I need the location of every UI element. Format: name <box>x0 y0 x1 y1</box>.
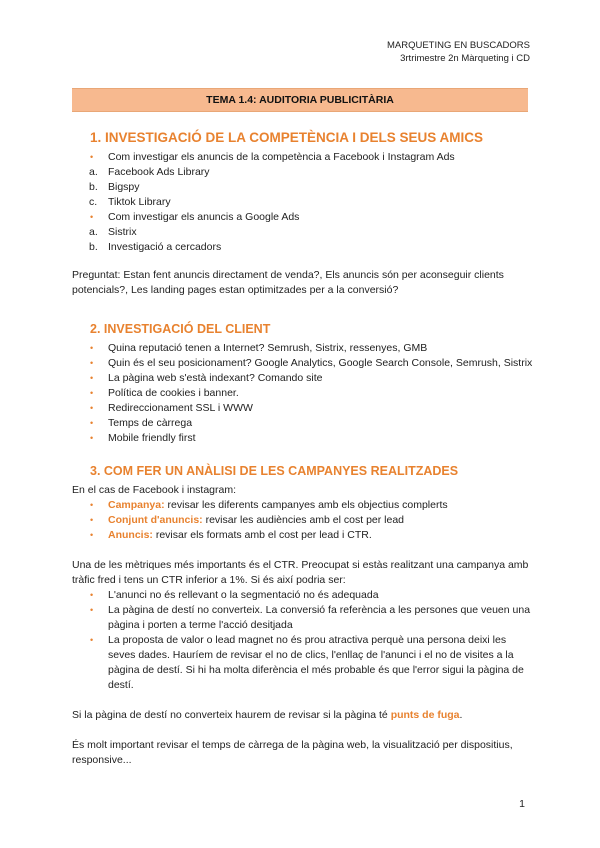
bullet-icon: • <box>90 343 94 353</box>
list-item: • Redireccionament SSL i WWW <box>90 402 253 414</box>
bullet-icon: • <box>90 152 94 162</box>
list-item: c. Tiktok Library <box>89 196 171 208</box>
bullet-icon: • <box>90 418 94 428</box>
section3-heading: 3. COM FER UN ANÀLISI DE LES CAMPANYES REALITZADES <box>90 464 459 478</box>
list-item: • L'anunci no és rellevant o la segmentació no és adequada <box>90 589 379 601</box>
landing-paragraph: Si la pàgina de destí no converteix haurem de revisar si la pàgina té punts de fuga. <box>72 709 463 721</box>
bullet-icon: • <box>90 358 94 368</box>
bullet-icon: • <box>90 590 94 600</box>
list-item: • Com investigar els anuncis a Google Ads <box>90 211 300 223</box>
section2-heading: 2. INVESTIGACIÓ DEL CLIENT <box>90 322 271 336</box>
page-header <box>387 39 530 65</box>
section1-heading: 1. INVESTIGACIÓ DE LA COMPETÈNCIA I DELS SEUS AMICS <box>90 130 484 145</box>
section3-fb-list <box>72 498 534 543</box>
header-term: 3rtrimestre 2n Màrqueting i CD <box>400 53 530 64</box>
section3-intro: En el cas de Facebook i instagram: <box>72 484 237 496</box>
header-course: MARQUETING EN BUSCADORS <box>386 40 530 51</box>
section2-list <box>72 341 534 446</box>
list-item: b. Investigació a cercadors <box>89 241 222 253</box>
list-item: • Anuncis: revisar els formats amb el cost per lead i CTR. <box>90 529 372 541</box>
list-item: • La pàgina web s'està indexant? Comando site <box>90 372 323 384</box>
highlight-term: punts de fuga <box>390 709 460 721</box>
final-paragraph: És molt important revisar el temps de càrrega de la pàgina web, la visualització per dispositius, responsive... <box>72 739 513 766</box>
list-item: • Mobile friendly first <box>90 432 196 444</box>
bullet-icon: • <box>90 433 94 443</box>
list-item: a. Facebook Ads Library <box>89 166 210 178</box>
list-item: • La pàgina de destí no converteix. La conversió fa referència a les persones que veuen una pàgina i porten a terme l'acció desitjada <box>90 604 531 631</box>
bullet-icon: • <box>90 212 94 222</box>
bullet-icon: • <box>90 530 94 540</box>
topic-banner: TEMA 1.4: AUDITORIA PUBLICITÀRIA <box>72 88 528 112</box>
bullet-icon: • <box>90 403 94 413</box>
list-item: • Com investigar els anuncis de la competència a Facebook i Instagram Ads <box>90 151 455 163</box>
bullet-icon: • <box>90 635 94 645</box>
section1-question: Preguntat: Estan fent anuncis directament de venda?, Els anuncis són per aconseguir clients potencials?, Les landing pages estan optimitzades per a la conversió? <box>72 269 504 296</box>
bullet-icon: • <box>90 605 94 615</box>
list-item: a. Sistrix <box>89 226 137 238</box>
list-item: • La proposta de valor o lead magnet no és prou atractiva perquè una persona deixi les seves dades. Hauríem de revisar el no de clics, l'enllaç de l'anunci i el no de visites a la pàgina de destí. Si hi ha molta diferència el més probable és que l'error sigui la pàgina de destí. <box>90 634 524 691</box>
ctr-list <box>72 588 534 693</box>
list-item: • Conjunt d'anuncis: revisar les audiències amb el cost per lead <box>90 514 405 526</box>
list-item: • Quin és el seu posicionament? Google Analytics, Google Search Console, Semrush, Sistrix <box>90 357 533 369</box>
ctr-paragraph: Una de les mètriques més importants és el CTR. Preocupat si estàs realitzant una campanya amb tràfic fred i tens un CTR inferior a 1%. Si és així podria ser: <box>72 559 529 586</box>
list-item: • Temps de càrrega <box>90 417 193 429</box>
list-item: b. Bigspy <box>89 181 140 193</box>
bullet-icon: • <box>90 515 94 525</box>
bullet-icon: • <box>90 388 94 398</box>
bullet-icon: • <box>90 500 94 510</box>
list-item: • Política de cookies i banner. <box>90 387 239 399</box>
document-body <box>72 120 534 768</box>
bullet-icon: • <box>90 373 94 383</box>
list-item: • Quina reputació tenen a Internet? Semrush, Sistrix, ressenyes, GMB <box>90 342 428 354</box>
section1-list <box>72 150 534 255</box>
list-item: • Campanya: revisar les diferents campanyes amb els objectius complerts <box>90 499 448 511</box>
page-number: 1 <box>519 798 525 810</box>
